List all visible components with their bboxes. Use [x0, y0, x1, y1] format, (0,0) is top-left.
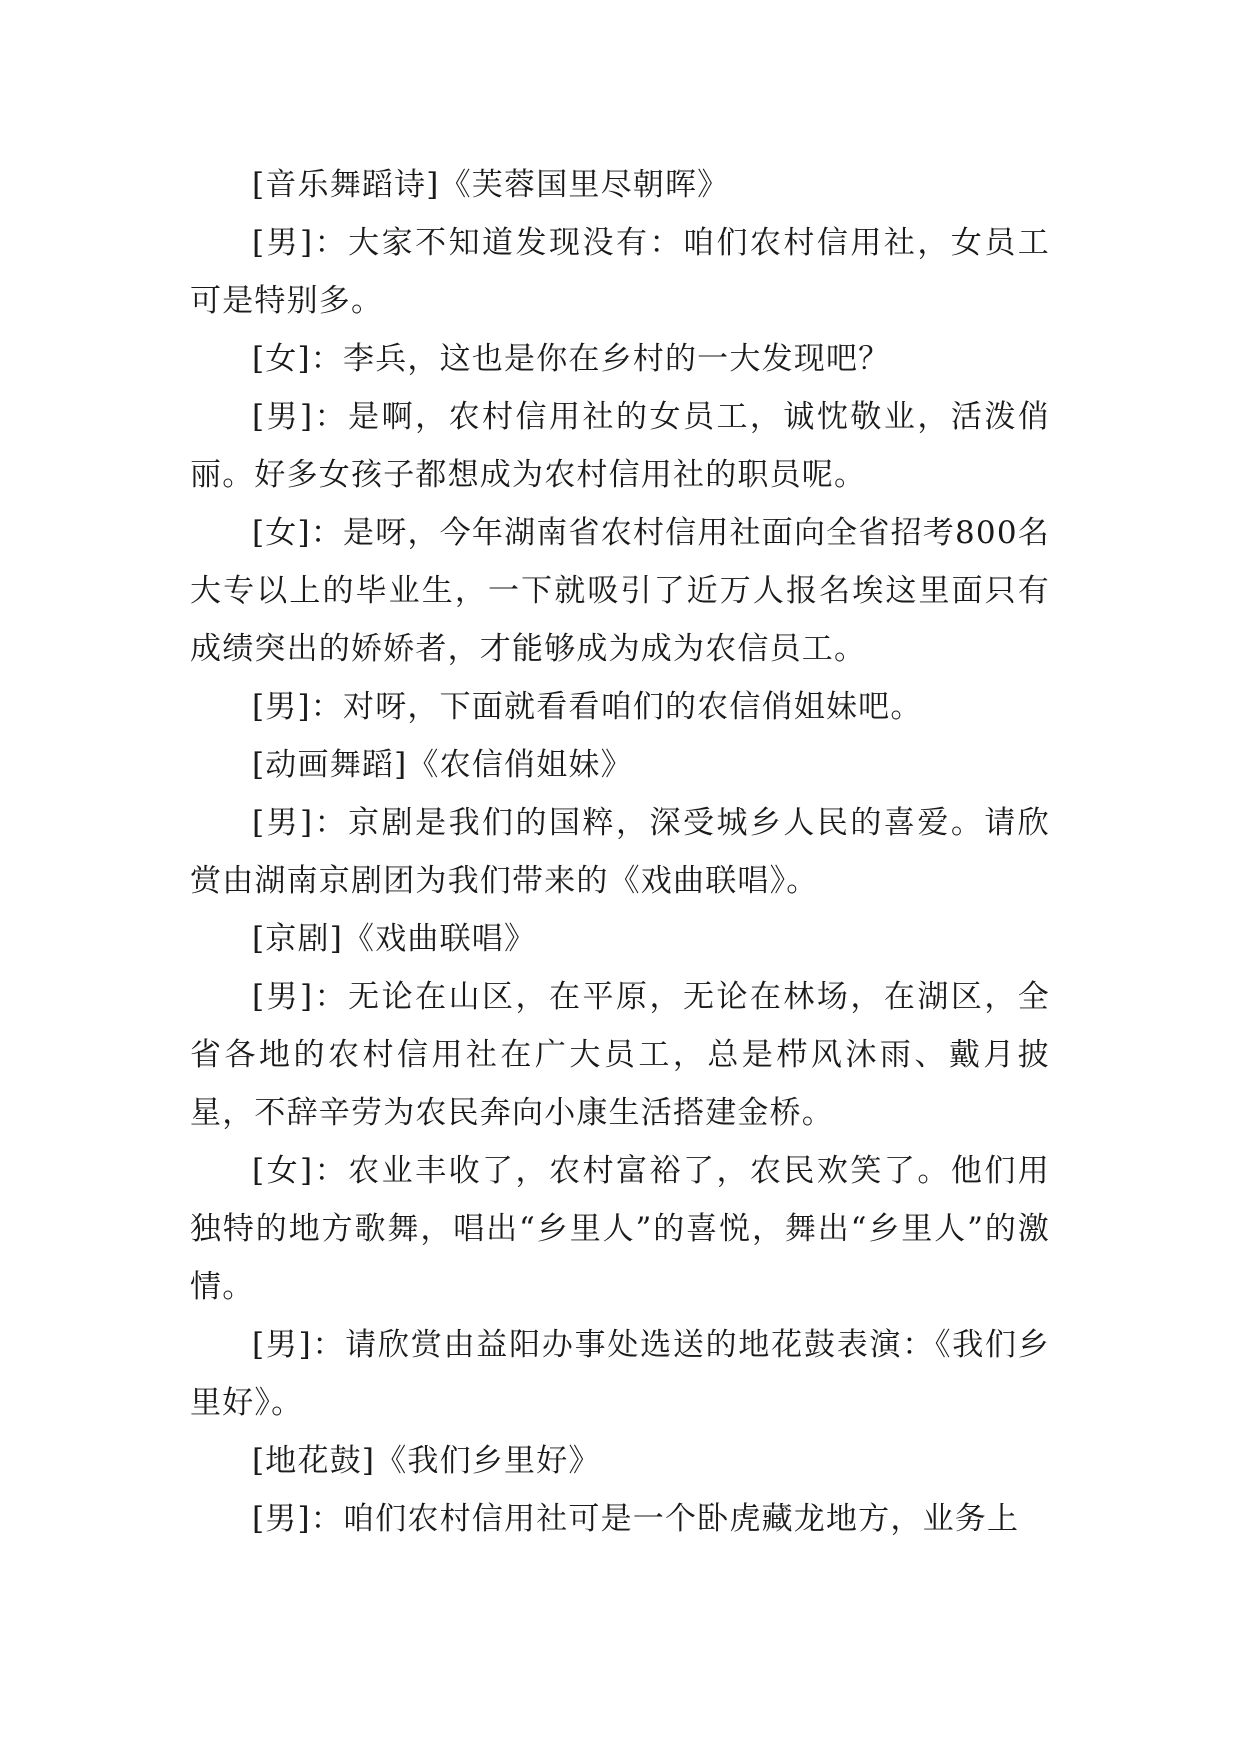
- paragraph-dialogue: [男]：请欣赏由益阳办事处选送的地花鼓表演：《我们乡里好》。: [190, 1327, 1050, 1421]
- document-body: [190, 156, 1050, 1548]
- paragraph-dialogue: [男]：大家不知道发现没有：咱们农村信用社，女员工可是特别多。: [190, 225, 1050, 319]
- paragraph-program-animation-dance: [动画舞蹈]《农信俏姐妹》: [252, 747, 633, 783]
- paragraph-dialogue: [男]：京剧是我们的国粹，深受城乡人民的喜爱。请欣赏由湖南京剧团为我们带来的《戏曲联唱》。: [190, 805, 1050, 899]
- paragraph-dialogue: [女]：李兵，这也是你在乡村的一大发现吧？: [252, 341, 891, 377]
- paragraph-program-flower-drum: [地花鼓]《我们乡里好》: [252, 1443, 601, 1479]
- paragraph-dialogue: [女]：农业丰收了，农村富裕了，农民欢笑了。他们用独特的地方歌舞，唱出“乡里人”的喜悦，舞出“乡里人”的激情。: [190, 1153, 1050, 1305]
- paragraph-dialogue: [男]：无论在山区，在平原，无论在林场，在湖区，全省各地的农村信用社在广大员工，总是栉风沐雨、戴月披星，不辞辛劳为农民奔向小康生活搭建金桥。: [190, 979, 1050, 1131]
- paragraph-dialogue: [女]：是呀，今年湖南省农村信用社面向全省招考800名大专以上的毕业生，一下就吸引了近万人报名埃这里面只有成绩突出的娇娇者，才能够成为成为农信员工。: [190, 515, 1050, 667]
- paragraph-title-music-dance-poem: [音乐舞蹈诗]《芙蓉国里尽朝晖》: [252, 167, 730, 203]
- paragraph-dialogue: [男]：咱们农村信用社可是一个卧虎藏龙地方，业务上: [252, 1501, 1020, 1537]
- paragraph-dialogue: [男]：对呀，下面就看看咱们的农信俏姐妹吧。: [252, 689, 923, 725]
- paragraph-dialogue: [男]：是啊，农村信用社的女员工，诚忱敬业，活泼俏丽。好多女孩子都想成为农村信用社的职员呢。: [190, 399, 1050, 493]
- paragraph-program-peking-opera: [京剧]《戏曲联唱》: [252, 921, 537, 957]
